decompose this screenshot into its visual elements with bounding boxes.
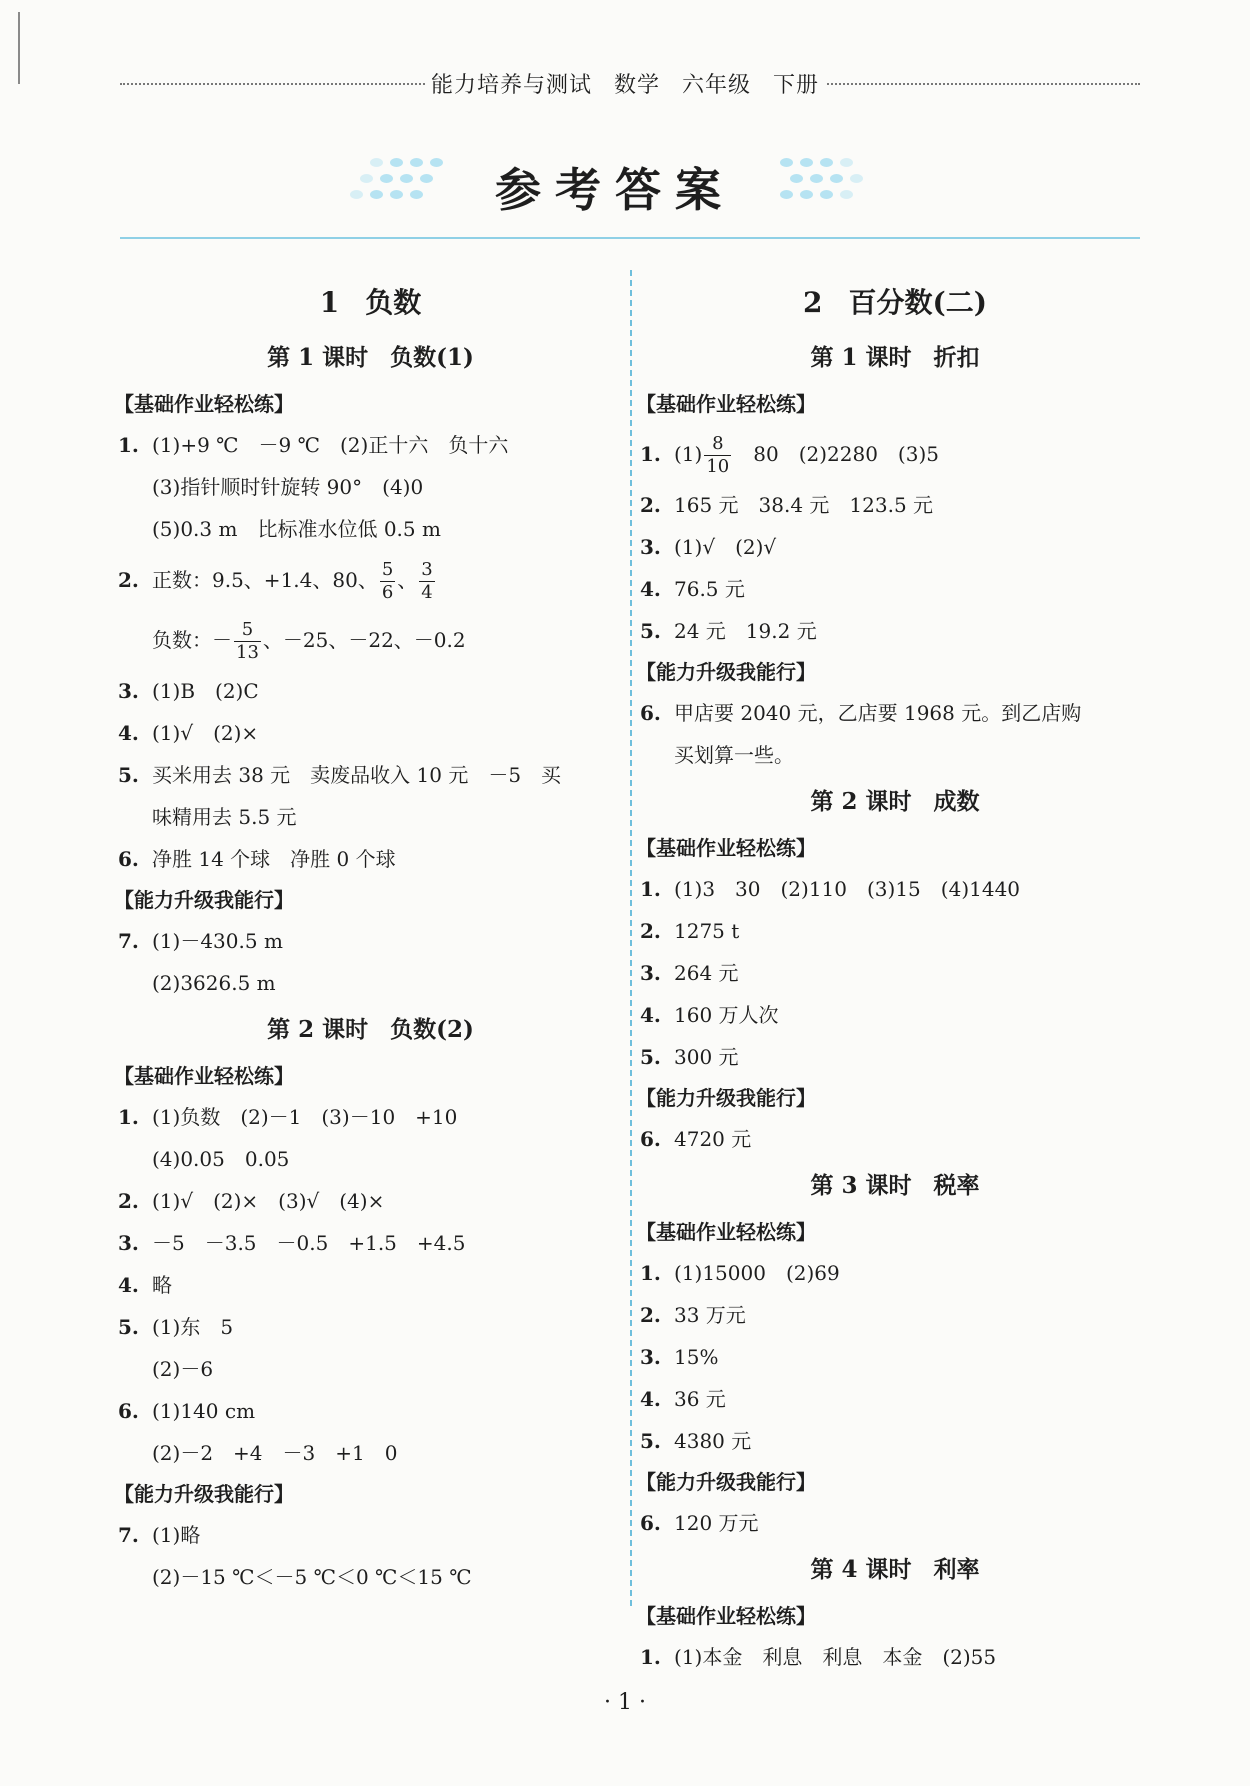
- chapter-heading: [118, 274, 623, 332]
- answer-item: [640, 910, 1150, 952]
- answer-text: 略: [152, 1273, 172, 1297]
- item-number: 5.: [118, 763, 139, 787]
- answer-text: 买划算一些。: [674, 743, 794, 767]
- answer-item: [640, 1378, 1150, 1420]
- item-number: 6.: [118, 847, 139, 871]
- item-number: 5.: [118, 1315, 139, 1339]
- answer-text: (1)－430.5 m: [152, 929, 283, 953]
- answer-text: (2)－2 +4 －3 +1 0: [152, 1441, 398, 1465]
- item-number: 6.: [118, 1399, 139, 1423]
- header-volume: 下册: [773, 73, 820, 98]
- item-number: 5.: [640, 1429, 661, 1453]
- answer-item: [640, 994, 1150, 1036]
- chapter-number: 1: [319, 286, 340, 319]
- item-number: 4.: [640, 1387, 661, 1411]
- left-column: [114, 270, 623, 1598]
- answer-item: [118, 1514, 623, 1556]
- chapter-number: 2: [803, 286, 823, 319]
- answer-item: [118, 1222, 623, 1264]
- lesson-label: 第 2 课时: [267, 1016, 369, 1043]
- answer-item: [640, 568, 1150, 610]
- lesson-heading: [118, 332, 623, 384]
- chapter-heading: [640, 274, 1150, 332]
- header-book: 能力培养与测试: [431, 73, 593, 98]
- answer-text: 、－25、－22、－0.2: [262, 628, 466, 652]
- section-basic: 【基础作业轻松练】: [114, 1064, 294, 1088]
- right-dot-decoration-icon: [780, 150, 900, 210]
- answer-text: (1)本金 利息 利息 本金 (2)55: [674, 1645, 997, 1669]
- chapter-title: 负数: [365, 286, 422, 319]
- answer-text: 120 万元: [674, 1511, 759, 1535]
- numerator: 5: [381, 559, 394, 580]
- answer-text: 165 元 38.4 元 123.5 元: [674, 493, 934, 517]
- lesson-label: 第 4 课时: [810, 1556, 912, 1583]
- item-number: 1.: [118, 1105, 139, 1129]
- answer-item: [118, 670, 623, 712]
- answer-item: [118, 754, 623, 796]
- answer-text: (1)负数 (2)－1 (3)－10 +10: [152, 1105, 458, 1129]
- answer-text: (3)指针顺时针旋转 90° (4)0: [152, 475, 424, 499]
- answer-item: [118, 1264, 623, 1306]
- answer-text: 33 万元: [674, 1303, 746, 1327]
- answer-item: [640, 1252, 1150, 1294]
- running-header: [120, 70, 1140, 96]
- answer-text: 76.5 元: [674, 577, 745, 601]
- item-number: 4.: [640, 1003, 661, 1027]
- answer-text: 160 万人次: [674, 1003, 779, 1027]
- numerator: 8: [704, 433, 731, 456]
- lesson-heading: [640, 1160, 1150, 1212]
- lesson-label: 第 3 课时: [810, 1172, 912, 1199]
- answer-text: (1)+9 ℃ －9 ℃ (2)正十六 负十六: [152, 433, 509, 457]
- item-number: 3.: [640, 961, 661, 985]
- answer-text: 4720 元: [674, 1127, 752, 1151]
- answer-item: [118, 550, 623, 610]
- item-number: 1.: [640, 1645, 661, 1669]
- lesson-heading: [640, 776, 1150, 828]
- item-number: 4.: [640, 577, 661, 601]
- answer-text: －5 －3.5 －0.5 +1.5 +4.5: [152, 1231, 466, 1255]
- item-number: 1.: [640, 442, 661, 466]
- answer-text: 300 元: [674, 1045, 739, 1069]
- fraction: [704, 433, 731, 478]
- right-column: [636, 270, 1150, 1678]
- answer-text: 买米用去 38 元 卖废品收入 10 元 －5 买: [152, 763, 562, 787]
- denominator: 4: [421, 582, 433, 603]
- item-number: 4.: [118, 1273, 139, 1297]
- lesson-label: 第 2 课时: [810, 788, 912, 815]
- item-number: 6.: [640, 1127, 661, 1151]
- lesson-topic: 利率: [933, 1556, 980, 1583]
- numerator: 5: [234, 619, 261, 642]
- fraction: [380, 559, 395, 604]
- section-basic: 【基础作业轻松练】: [636, 1604, 816, 1628]
- item-number: 6.: [640, 701, 661, 725]
- title-rule: [120, 237, 1140, 239]
- answer-item: [118, 1306, 623, 1348]
- answer-item: [640, 692, 1150, 734]
- title-banner: [330, 150, 930, 230]
- answer-text: (1)√ (2)√: [674, 535, 777, 559]
- scan-edge-mark: [18, 12, 20, 84]
- answer-text: (1)√ (2)× (3)√ (4)×: [152, 1189, 385, 1213]
- denominator: 13: [236, 642, 259, 663]
- answer-item: [640, 952, 1150, 994]
- answer-text: (1)3 30 (2)110 (3)15 (4)1440: [674, 877, 1021, 901]
- item-number: 3.: [118, 679, 139, 703]
- answer-text: 味精用去 5.5 元: [152, 805, 297, 829]
- section-basic: 【基础作业轻松练】: [114, 392, 294, 416]
- answer-item: [118, 1096, 623, 1138]
- item-number: 2.: [118, 1189, 139, 1213]
- answer-text: [118, 610, 623, 670]
- lesson-topic: 折扣: [933, 344, 980, 371]
- lesson-heading: [640, 332, 1150, 384]
- item-number: 5.: [640, 619, 661, 643]
- answer-text: (2)－15 ℃＜－5 ℃＜0 ℃＜15 ℃: [152, 1565, 472, 1589]
- fraction: [234, 619, 261, 664]
- answer-text: 15%: [674, 1345, 719, 1369]
- item-number: 1.: [640, 877, 661, 901]
- answer-text: 净胜 14 个球 净胜 0 个球: [152, 847, 396, 871]
- page-number: · 1 ·: [604, 1690, 646, 1715]
- answer-item: [640, 484, 1150, 526]
- answer-text: (1)B (2)C: [152, 679, 259, 703]
- answer-text: 甲店要 2040 元，乙店要 1968 元。到乙店购: [674, 701, 1082, 725]
- answer-text: (5)0.3 m 比标准水位低 0.5 m: [152, 517, 441, 541]
- section-basic: 【基础作业轻松练】: [636, 836, 816, 860]
- answer-text: 负数：－: [152, 628, 232, 652]
- answer-item: [640, 1336, 1150, 1378]
- item-number: 6.: [640, 1511, 661, 1535]
- lesson-heading: [640, 1544, 1150, 1596]
- item-number: 3.: [640, 535, 661, 559]
- answer-item: [640, 1502, 1150, 1544]
- answer-item: [640, 1036, 1150, 1078]
- lesson-topic: 成数: [933, 788, 980, 815]
- answer-text: (4)0.05 0.05: [152, 1147, 290, 1171]
- lesson-topic: 税率: [933, 1172, 980, 1199]
- lesson-topic: 负数(1): [390, 344, 474, 371]
- answer-item: [640, 424, 1150, 484]
- answer-item: [640, 1294, 1150, 1336]
- answer-text: 80 (2)2280 (3)5: [733, 442, 939, 466]
- answer-text: (2)－6: [152, 1357, 214, 1381]
- answer-item: [640, 1636, 1150, 1678]
- answer-text: (1)15000 (2)69: [674, 1261, 840, 1285]
- answer-item: [118, 1390, 623, 1432]
- denominator: 10: [706, 456, 730, 477]
- item-number: 1.: [118, 433, 139, 457]
- item-number: 1.: [640, 1261, 661, 1285]
- chapter-title: 百分数(二): [848, 286, 987, 319]
- answer-text: 264 元: [674, 961, 739, 985]
- answer-item: [640, 610, 1150, 652]
- column-divider: [630, 270, 632, 1606]
- item-number: 3.: [640, 1345, 661, 1369]
- section-advanced: 【能力升级我能行】: [636, 1470, 816, 1494]
- answer-item: [118, 1180, 623, 1222]
- answer-text: (1)√ (2)×: [152, 721, 259, 745]
- lesson-label: 第 1 课时: [267, 344, 369, 371]
- numerator: 3: [421, 559, 433, 580]
- item-number: 3.: [118, 1231, 139, 1255]
- answer-item: [640, 1118, 1150, 1160]
- answer-text: 正数：9.5、+1.4、80、: [152, 568, 378, 592]
- left-dot-decoration-icon: [330, 150, 450, 210]
- header-title: [425, 68, 825, 99]
- section-advanced: 【能力升级我能行】: [114, 1482, 294, 1506]
- separator: 、: [397, 568, 418, 592]
- answer-text: (2)3626.5 m: [152, 971, 276, 995]
- section-advanced: 【能力升级我能行】: [636, 660, 816, 684]
- section-basic: 【基础作业轻松练】: [636, 392, 816, 416]
- answer-text: 4380 元: [674, 1429, 752, 1453]
- header-grade: 六年级: [682, 73, 752, 98]
- item-number: 5.: [640, 1045, 661, 1069]
- header-subject: 数学: [614, 73, 661, 98]
- item-number: 2.: [640, 919, 661, 943]
- answer-text: 24 元 19.2 元: [674, 619, 817, 643]
- answer-text: 36 元: [674, 1387, 726, 1411]
- answer-item: [118, 424, 623, 466]
- page-title: 参考答案: [495, 163, 735, 217]
- answer-text: 1275 t: [674, 919, 740, 943]
- answer-item: [640, 526, 1150, 568]
- item-number: 2.: [118, 568, 139, 592]
- lesson-heading: [118, 1004, 623, 1056]
- answer-item: [640, 1420, 1150, 1462]
- section-advanced: 【能力升级我能行】: [114, 888, 294, 912]
- lesson-label: 第 1 课时: [810, 344, 912, 371]
- answer-text: (1)140 cm: [152, 1399, 256, 1423]
- lesson-topic: 负数(2): [390, 1016, 474, 1043]
- fraction: [419, 559, 434, 604]
- item-number: 7.: [118, 929, 139, 953]
- denominator: 6: [381, 582, 394, 603]
- section-basic: 【基础作业轻松练】: [636, 1220, 816, 1244]
- answer-item: [640, 868, 1150, 910]
- item-number: 2.: [640, 493, 661, 517]
- item-number: 4.: [118, 721, 139, 745]
- item-number: 7.: [118, 1523, 139, 1547]
- answer-item: [118, 712, 623, 754]
- answer-text: (1): [674, 442, 703, 466]
- item-number: 2.: [640, 1303, 661, 1327]
- answer-text: (1)略: [152, 1523, 201, 1547]
- answer-item: [118, 920, 623, 962]
- answer-text: (1)东 5: [152, 1315, 234, 1339]
- section-advanced: 【能力升级我能行】: [636, 1086, 816, 1110]
- answer-item: [118, 838, 623, 880]
